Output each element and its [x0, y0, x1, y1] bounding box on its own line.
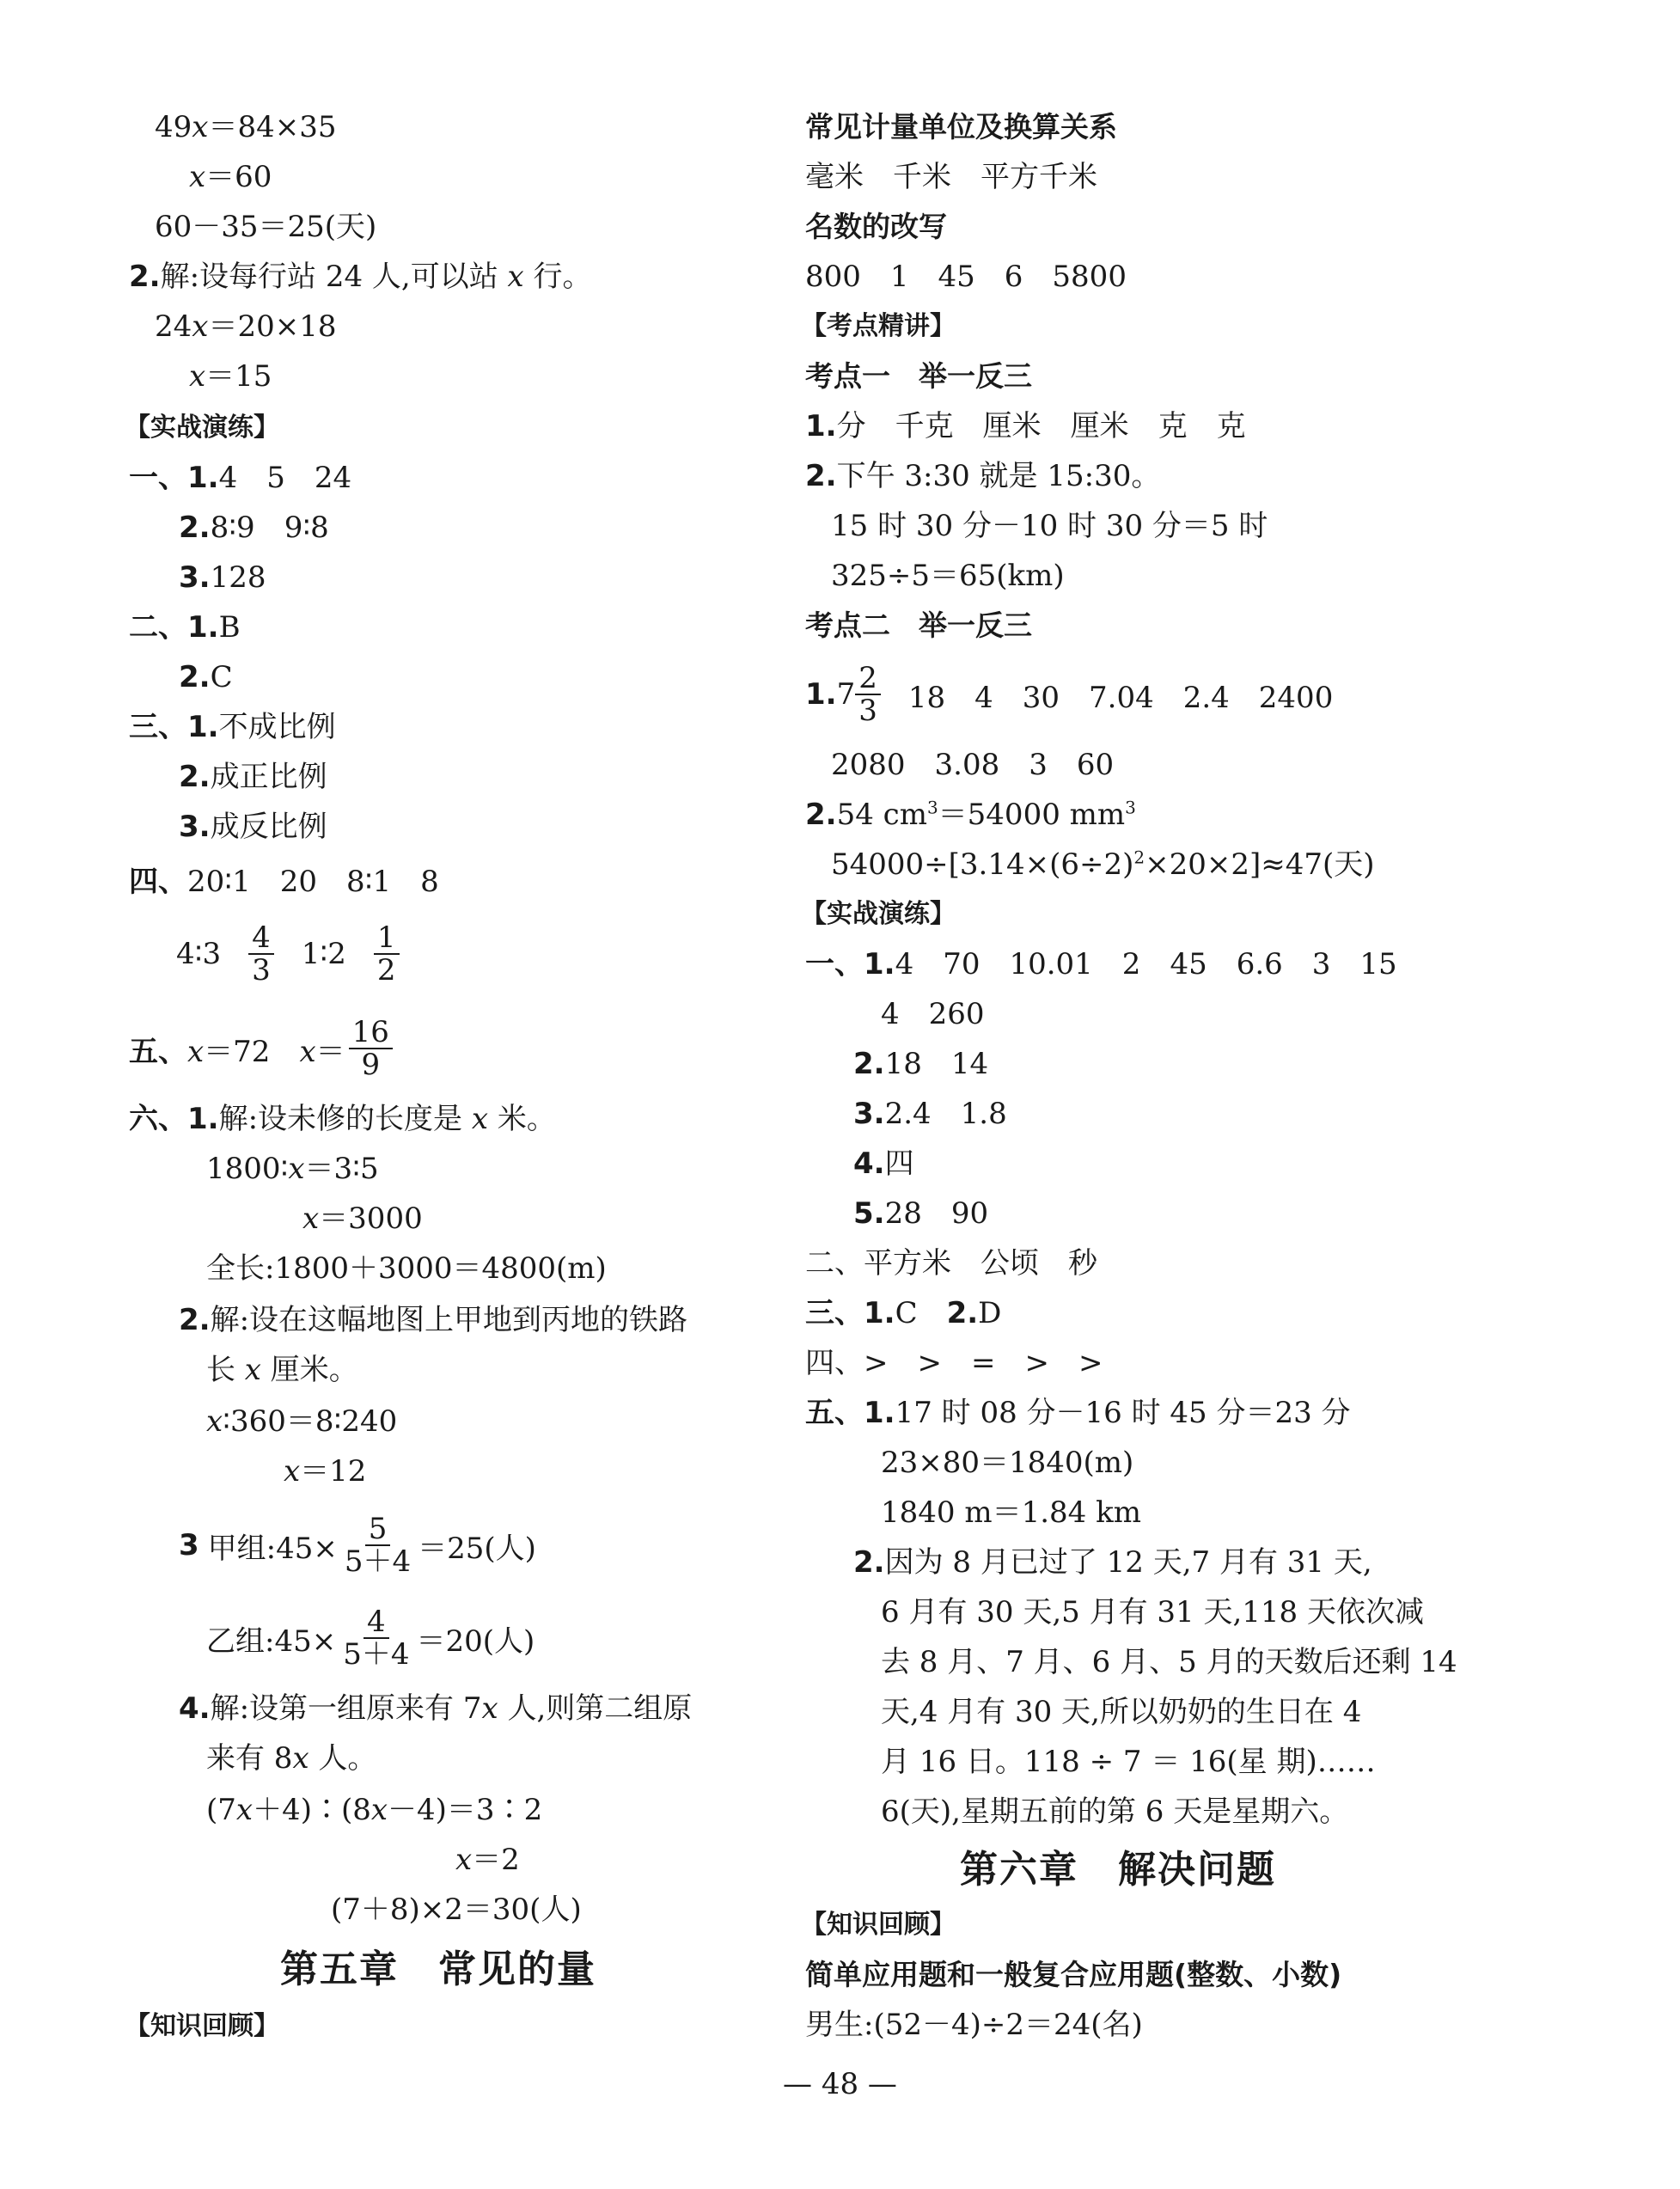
superscript: 3: [926, 797, 938, 818]
fraction: [339, 1606, 412, 1670]
answer-text: C: [210, 660, 233, 694]
item-number: 一、1.: [805, 947, 895, 981]
answer-text: 来有 8𝑥 人。: [206, 1741, 377, 1776]
answer-line: [179, 658, 233, 696]
answer-text: 6 月有 30 天,5 月有 31 天,118 天依次减: [881, 1595, 1424, 1630]
answer-text: 解:设每行站 24 人,可以站 𝑥 行。: [160, 260, 592, 294]
answer-line-fractions: [179, 1507, 536, 1583]
answer-line: [805, 1394, 1351, 1432]
item-number: 2.: [853, 1545, 885, 1580]
answer-text: 4 260: [881, 997, 985, 1031]
answer-line-fractions: [129, 1011, 396, 1086]
answer-text: 54 cm: [836, 798, 927, 832]
mixed-whole: 7: [836, 677, 856, 712]
answer-text: 𝑥＝72 𝑥＝: [187, 1034, 345, 1069]
equation-part: 54000÷[3.14×(6÷2): [831, 847, 1134, 882]
answer-text: 解:设未修的长度是 𝑥 米。: [218, 1102, 556, 1136]
answer-text: 月 16 日。118 ÷ 7 ＝ 16(星 期)……: [881, 1745, 1376, 1779]
answer-text: 18 4 30 7.04 2.4 2400: [907, 680, 1334, 715]
item-number: 2.: [129, 260, 161, 294]
answer-line-fractions: [176, 916, 403, 992]
answer-text: 甲组:45×: [207, 1531, 338, 1566]
answer-line: [853, 1095, 1007, 1133]
answer-text: 因为 8 月已过了 12 天,7 月有 31 天,: [884, 1545, 1372, 1580]
answer-text: 2080 3.08 3 60: [831, 748, 1115, 782]
item-number: 六、1.: [129, 1102, 219, 1136]
answer-text: 2.4 1.8: [884, 1097, 1007, 1131]
fraction: [248, 922, 274, 986]
equation-line: 𝑥＝15: [189, 359, 272, 394]
answer-text: 4 5 24: [218, 461, 352, 495]
denominator: 2: [376, 953, 396, 987]
equation-line: 𝑥＝2: [455, 1843, 520, 1877]
answer-text: 去 8 月、7 月、6 月、5 月的天数后还剩 14: [881, 1645, 1457, 1679]
answer-text: 不成比例: [218, 710, 336, 744]
equation-line: 1800∶𝑥＝3∶5: [206, 1152, 379, 1186]
equation-line: 𝑥＝3000: [302, 1202, 423, 1236]
topic-heading: 考点一 举一反三: [805, 359, 1032, 393]
answer-text: 解:设在这幅地图上甲地到丙地的铁路: [210, 1303, 688, 1337]
item-number: 1.: [805, 677, 837, 712]
answer-text: C: [895, 1296, 947, 1330]
answer-line: [179, 559, 266, 596]
equation-line: 全长:1800＋3000＝4800(m): [206, 1251, 607, 1286]
answer-text: 长 𝑥 厘米。: [206, 1353, 358, 1387]
item-number: 5.: [853, 1196, 885, 1231]
section-heading: 【考点精讲】: [801, 311, 956, 341]
answer-line: [805, 945, 1397, 983]
answer-text: ＝54000 mm: [938, 798, 1126, 832]
answer-text: 下午 3:30 就是 15:30。: [836, 459, 1161, 493]
equation-line: 𝑥∶360＝8∶240: [206, 1404, 398, 1439]
section-heading: 【实战演练】: [801, 899, 956, 929]
answer-text: B: [218, 610, 241, 645]
numerator: 4: [363, 1606, 389, 1639]
answer-text: 6(天),星期五前的第 6 天是星期六。: [881, 1795, 1349, 1829]
page-number: — 48 —: [783, 2067, 897, 2101]
numerator: 4: [248, 922, 274, 955]
answer-text: 8∶9 9∶8: [210, 511, 329, 545]
equation-line: 𝑥＝12: [284, 1454, 367, 1489]
answer-line: [129, 863, 439, 901]
equation-line: 49𝑥＝84×35: [155, 110, 337, 144]
answer-text: 28 90: [884, 1196, 989, 1231]
equation-line: 24𝑥＝20×18: [155, 309, 337, 344]
equation-line: (7𝑥＋4)∶(8𝑥－4)＝3∶2: [206, 1793, 543, 1827]
item-number: 1.: [805, 409, 837, 443]
superscript: 3: [1125, 797, 1136, 818]
equation-line: 60－35＝25(天): [155, 210, 377, 244]
item-number: 三、1.: [805, 1296, 895, 1330]
item-number: 2.: [179, 1303, 211, 1337]
section-heading: 【实战演练】: [125, 413, 279, 443]
answer-line: [805, 796, 1136, 834]
answer-line: [805, 457, 1160, 495]
item-number: 2.: [805, 459, 837, 493]
answer-text: ＝25(人): [418, 1531, 536, 1566]
answer-text: 分 千克 厘米 厘米 克 克: [836, 409, 1246, 443]
item-number: 3.: [179, 810, 211, 844]
answer-line: [179, 758, 327, 796]
numerator: 5: [365, 1513, 391, 1546]
chapter-title: 第五章 常见的量: [280, 1947, 596, 1991]
answer-line-fractions: [805, 657, 1333, 732]
answer-line: [853, 1195, 988, 1232]
denominator: 9: [361, 1048, 381, 1082]
answer-line: [129, 708, 336, 746]
answer-text: 800 1 45 6 5800: [805, 260, 1127, 294]
answer-line: [805, 1294, 1001, 1332]
answer-line: [179, 1301, 687, 1339]
denominator: 5＋4: [344, 1544, 412, 1579]
equation-line: 1840 m＝1.84 km: [881, 1495, 1141, 1530]
answer-text: 天,4 月有 30 天,所以奶奶的生日在 4: [881, 1695, 1362, 1729]
item-number: 2.: [179, 760, 211, 794]
answer-text: 解:设第一组原来有 7𝑥 人,则第二组原: [210, 1691, 693, 1726]
answer-line: [179, 509, 329, 547]
numerator: 16: [349, 1017, 393, 1049]
item-number: 二、1.: [129, 610, 219, 645]
answer-line: [179, 808, 327, 846]
answer-line: [853, 1544, 1372, 1581]
superscript: 2: [1133, 847, 1145, 868]
section-heading: 【知识回顾】: [125, 2011, 279, 2041]
item-number: 3.: [179, 560, 211, 595]
answer-text: ＝20(人): [416, 1623, 535, 1659]
equation-line: 15 时 30 分－10 时 30 分＝5 时: [831, 509, 1268, 543]
answer-text: 20∶1 20 8∶1 8: [187, 865, 439, 899]
answer-line: [129, 258, 592, 296]
equation-line: 325÷5＝65(km): [831, 559, 1065, 593]
item-number: 2.: [179, 511, 211, 545]
denominator: 3: [858, 694, 877, 728]
item-number: 2.: [853, 1047, 885, 1081]
fraction: [349, 1017, 393, 1080]
answer-text: 成正比例: [210, 760, 327, 794]
chapter-title: 第六章 解决问题: [960, 1848, 1276, 1892]
item-number: 4.: [853, 1146, 885, 1181]
topic-heading: 简单应用题和一般复合应用题(整数、小数): [805, 1958, 1342, 1991]
item-number: 2.: [179, 660, 211, 694]
answer-line: [129, 608, 241, 646]
answer-text: 128: [210, 560, 266, 595]
answer-text: 17 时 08 分－16 时 45 分＝23 分: [895, 1396, 1351, 1430]
item-number: 三、1.: [129, 710, 219, 744]
section-heading: 【知识回顾】: [801, 1910, 956, 1940]
equation-line: [831, 846, 1375, 884]
numerator: 1: [374, 922, 400, 955]
equation-line: 男生:(52－4)÷2＝24(名): [805, 2008, 1143, 2042]
item-number: 4.: [179, 1691, 211, 1726]
answer-text: 4 70 10.01 2 45 6.6 3 15: [895, 947, 1397, 981]
answer-line: [853, 1145, 914, 1183]
item-number: 3: [179, 1528, 199, 1562]
topic-heading: 名数的改写: [805, 210, 947, 243]
answer-line: [853, 1045, 988, 1083]
item-number: 2.: [805, 798, 837, 832]
answer-text: 毫米 千米 平方千米: [805, 160, 1097, 194]
ratio-text: 4∶3: [176, 937, 222, 971]
answer-line: [805, 407, 1246, 445]
equation-part: ×20×2]≈47(天): [1145, 847, 1375, 882]
equation-line: (7＋8)×2＝30(人): [331, 1892, 582, 1927]
answer-line: [129, 1100, 556, 1138]
equation-line: 23×80＝1840(m): [881, 1446, 1134, 1480]
item-number: 一、1.: [129, 461, 219, 495]
numerator: 2: [855, 663, 881, 695]
answer-text: 乙组:45×: [206, 1623, 337, 1659]
denominator: 5＋4: [343, 1637, 410, 1672]
answer-line: [179, 1690, 692, 1727]
item-number: 五、1.: [805, 1396, 895, 1430]
answer-text: 18 14: [884, 1047, 989, 1081]
answer-text: 四、> > = > >: [805, 1346, 1103, 1380]
topic-heading: 考点二 举一反三: [805, 608, 1032, 642]
equation-line: 𝑥＝60: [189, 160, 272, 194]
topic-heading: 常见计量单位及换算关系: [805, 110, 1117, 144]
fraction: [341, 1513, 414, 1577]
item-number: 五、: [129, 1034, 187, 1069]
answer-line-fractions: [206, 1600, 535, 1676]
item-number: 四、: [129, 865, 187, 899]
fraction: [855, 663, 881, 726]
answer-text: 成反比例: [210, 810, 327, 844]
answer-text: 四: [884, 1146, 914, 1181]
ratio-text: 1∶2: [301, 937, 346, 971]
denominator: 3: [252, 953, 271, 987]
answer-text: 二、平方米 公顷 秒: [805, 1246, 1097, 1281]
fraction: [374, 922, 400, 986]
item-number: 3.: [853, 1097, 885, 1131]
answer-text: D: [978, 1296, 1002, 1330]
answer-line: [129, 459, 351, 497]
item-number: 2.: [946, 1296, 979, 1330]
